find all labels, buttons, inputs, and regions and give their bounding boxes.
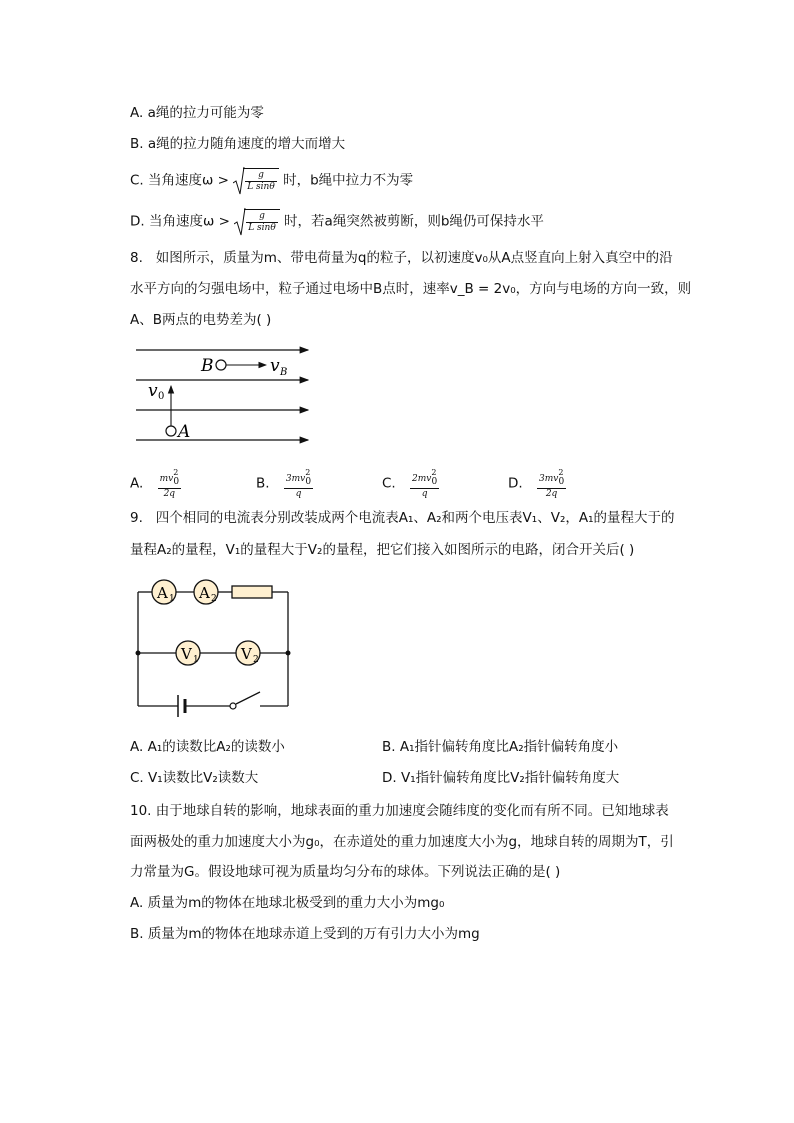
q8-stem-line2: 水平方向的匀强电场中，粒子通过电场中B点时，速率v_B = 2v₀，方向与电场的方向一致，则: [130, 281, 692, 297]
label-a: A: [178, 422, 191, 442]
sqrt-denominator: L sinθ: [247, 182, 275, 192]
switch-pivot: [230, 703, 236, 709]
q7-option-d: [130, 209, 544, 234]
label-v0-sub: 0: [158, 391, 165, 402]
point-b-particle: [216, 360, 226, 370]
option-letter: D.: [508, 475, 523, 492]
option-denominator: 2q: [163, 489, 176, 499]
option-numerator: mv: [159, 474, 174, 484]
q7-option-d-suffix: 时，若a绳突然被剪断，则b绳仍可保持水平: [284, 213, 544, 230]
q7-option-d-prefix: D. 当角速度ω >: [130, 213, 230, 230]
svg-text:2: 2: [253, 655, 259, 665]
svg-text:1: 1: [169, 594, 175, 604]
q7-option-c-prefix: C. 当角速度ω >: [130, 172, 229, 189]
svg-text:2: 2: [211, 594, 217, 604]
svg-text:1: 1: [193, 655, 199, 665]
option-numerator: 2mv: [412, 474, 432, 484]
label-vb: v: [270, 356, 280, 376]
switch: [236, 692, 260, 704]
sqrt-numerator: g: [246, 211, 278, 223]
resistor: [232, 586, 272, 598]
option-numerator: 3mv: [538, 474, 559, 484]
option-numerator: 3mv: [285, 474, 306, 484]
q9-option-a: A. A₁的读数比A₂的读数小: [130, 739, 285, 755]
option-denominator: q: [421, 489, 428, 499]
radical-sign-icon: [234, 207, 246, 237]
q10-stem-line2: 面两极处的重力加速度大小为g₀，在赤道处的重力加速度大小为g，地球自转的周期为T，引: [130, 834, 674, 850]
q7-option-a: A. a绳的拉力可能为零: [130, 105, 264, 121]
label-b: B: [201, 356, 214, 376]
q9-option-d: D. V₁指针偏转角度比V₂指针偏转角度大: [382, 770, 620, 786]
q10-option-b: B. 质量为m的物体在地球赤道上受到的万有引力大小为mg: [130, 926, 480, 942]
point-a-particle: [166, 426, 176, 436]
q9-option-c: C. V₁读数比V₂读数大: [130, 770, 259, 786]
svg-text:A: A: [199, 584, 210, 602]
q8-option-c: C. $\frac{2mv20}{q}$: [382, 468, 438, 499]
q9-option-b: B. A₁指针偏转角度比A₂指针偏转角度小: [382, 739, 619, 755]
option-letter: A.: [130, 475, 144, 492]
option-letter: C.: [382, 475, 396, 492]
q10-stem-line3: 力常量为G。假设地球可视为质量均匀分布的球体。下列说法正确的是( ): [130, 864, 561, 880]
q8-text-1: 如图所示，质量为m、带电荷量为q的粒子，以初速度v₀从A点竖直向上射入真空中的沿: [155, 250, 673, 266]
label-vb-sub: B: [280, 367, 288, 378]
sqrt-expression: [234, 209, 280, 234]
svg-text:V: V: [181, 645, 192, 663]
q9-number: 9.: [130, 510, 143, 526]
svg-text:V: V: [241, 645, 252, 663]
sqrt-expression: [233, 168, 279, 193]
sqrt-numerator: g: [245, 170, 277, 182]
q8-stem-line3: A、B两点的电势差为( ): [130, 312, 272, 328]
option-letter: B.: [256, 475, 270, 492]
q7-option-c: [130, 168, 413, 193]
q8-option-a: A. $\frac{mv20}{2q}$: [130, 468, 180, 499]
q9-stem-line2: 量程A₂的量程，V₁的量程大于V₂的量程，把它们接入如图所示的电路，闭合开关后( ): [130, 542, 635, 558]
electric-field-figure: [130, 340, 320, 450]
svg-text:A: A: [157, 584, 168, 602]
q9-stem-line1: [130, 508, 675, 528]
circuit-figure: [130, 575, 300, 720]
q10-stem-line1: 10. 由于地球自转的影响，地球表面的重力加速度会随纬度的变化而有所不同。已知地球表: [130, 803, 669, 819]
label-v0: v: [148, 381, 158, 401]
sqrt-denominator: L sinθ: [248, 223, 276, 233]
q7-option-b: B. a绳的拉力随角速度的增大而增大: [130, 136, 346, 152]
q8-option-b: B. $\frac{3mv20}{q}$: [256, 468, 312, 499]
q9-text-1: 四个相同的电流表分别改装成两个电流表A₁、A₂和两个电压表V₁、V₂，A₁的量程大于的: [155, 510, 675, 526]
q10-option-a: A. 质量为m的物体在地球北极受到的重力大小为mg₀: [130, 895, 445, 911]
option-denominator: q: [295, 489, 302, 499]
junction-dot: [136, 651, 141, 656]
q7-option-c-suffix: 时，b绳中拉力不为零: [283, 172, 414, 189]
q8-number: 8.: [130, 250, 143, 266]
option-denominator: 2q: [545, 489, 558, 499]
q8-stem-line1: [130, 248, 673, 268]
q8-option-d: D. $\frac{3mv20}{2q}$: [508, 468, 565, 499]
junction-dot: [286, 651, 291, 656]
radical-sign-icon: [233, 166, 245, 196]
